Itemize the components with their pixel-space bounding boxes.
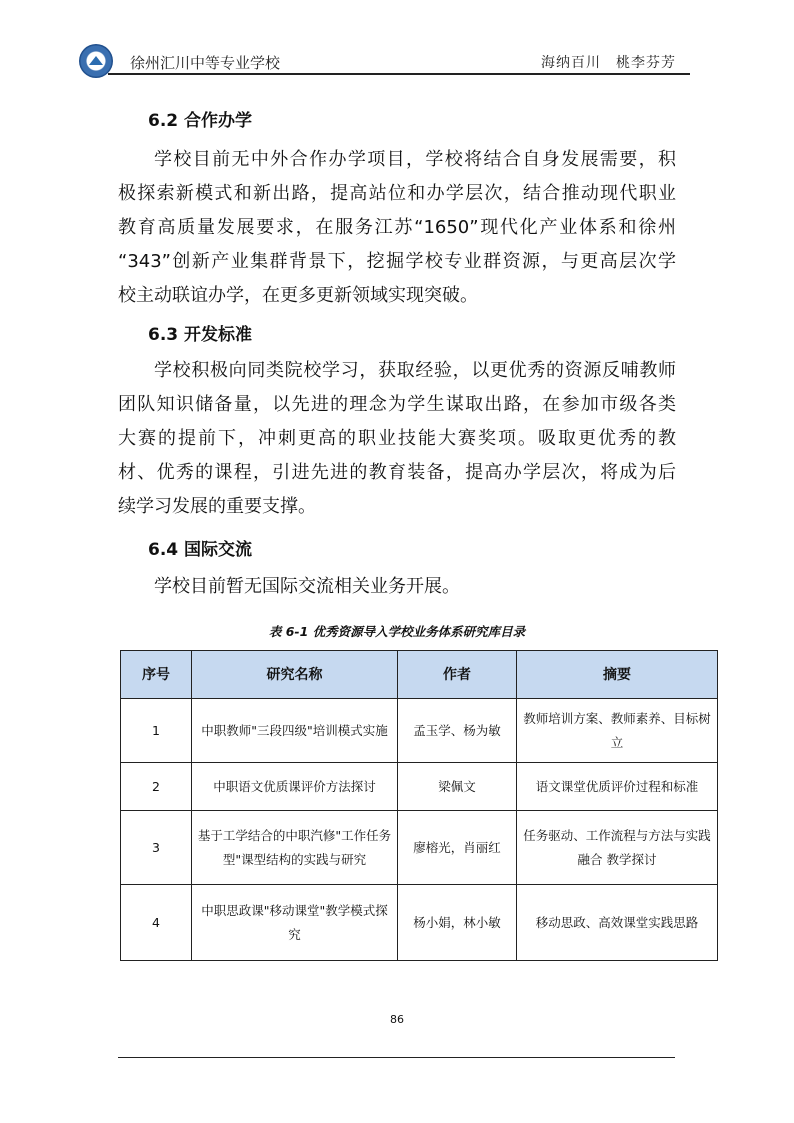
text-line: 团队知识储备量，以先进的理念为学生谋取出路，在参加市级各类 [118, 394, 676, 415]
header-motto: 海纳百川 桃李芬芳 [541, 55, 676, 71]
table-row [121, 885, 718, 961]
section-heading: 6.2 合作办学 [148, 111, 253, 131]
section-heading: 6.3 开发标准 [148, 325, 253, 345]
table-caption: 表 6-1 优秀资源导入学校业务体系研究库目录 [268, 624, 526, 639]
cell: 移动思政、高效课堂实践思路 [517, 885, 718, 961]
header-cell: 研究名称 [192, 651, 398, 699]
cell: 4 [121, 885, 192, 961]
text-line: 极探索新模式和新出路，提高站位和办学层次，结合推动现代职业 [118, 183, 676, 204]
table-row [121, 763, 718, 811]
cell: 语文课堂优质评价过程和标准 [517, 763, 718, 811]
text-line: 教育高质量发展要求，在服务江苏“1650”现代化产业体系和徐州 [118, 217, 676, 238]
text-line: 学校积极向同类院校学习，获取经验，以更优秀的资源反哺教师 [154, 360, 676, 381]
cell: 2 [121, 763, 192, 811]
section-heading: 6.4 国际交流 [148, 540, 253, 560]
page-number: 86 [390, 1013, 404, 1026]
cell: 基于工学结合的中职汽修"工作任务型"课型结构的实践与研究 [192, 811, 398, 885]
cell: 1 [121, 699, 192, 763]
header-divider [108, 73, 690, 75]
header-cell: 作者 [398, 651, 517, 699]
cell: 梁佩文 [398, 763, 517, 811]
section-paragraph [118, 143, 676, 313]
footer-divider [118, 1057, 675, 1058]
header-school-name: 徐州汇川中等专业学校 [130, 54, 281, 72]
text-line: 学校目前暂无国际交流相关业务开展。 [154, 576, 460, 597]
text-line: 材、优秀的课程，引进先进的教育装备，提高办学层次，将成为后 [118, 462, 676, 483]
cell: 3 [121, 811, 192, 885]
section-paragraph [118, 570, 676, 604]
text-line: 续学习发展的重要支撑。 [118, 496, 316, 517]
header-cell: 摘要 [517, 651, 718, 699]
table-row [121, 699, 718, 763]
cell: 杨小娟，林小敏 [398, 885, 517, 961]
cell: 中职教师"三段四级"培训模式实施 [192, 699, 398, 763]
cell: 中职思政课"移动课堂"教学模式探究 [192, 885, 398, 961]
cell: 任务驱动、工作流程与方法与实践融合 教学探讨 [517, 811, 718, 885]
text-line: 校主动联谊办学，在更多更新领域实现突破。 [118, 285, 478, 306]
text-line: “343”创新产业集群背景下，挖掘学校专业群资源，与更高层次学 [118, 251, 676, 272]
table-row [121, 811, 718, 885]
cell: 廖榕光，肖丽红 [398, 811, 517, 885]
table-header-row [121, 651, 718, 699]
cell: 孟玉学、杨为敏 [398, 699, 517, 763]
cell: 教师培训方案、教师素养、目标树立 [517, 699, 718, 763]
header-cell: 序号 [121, 651, 192, 699]
research-table [120, 650, 718, 961]
section-paragraph [118, 354, 676, 524]
text-line: 大赛的提前下，冲刺更高的职业技能大赛奖项。吸取更优秀的教 [118, 428, 676, 449]
cell: 中职语文优质课评价方法探讨 [192, 763, 398, 811]
text-line: 学校目前无中外合作办学项目，学校将结合自身发展需要，积 [154, 149, 676, 170]
